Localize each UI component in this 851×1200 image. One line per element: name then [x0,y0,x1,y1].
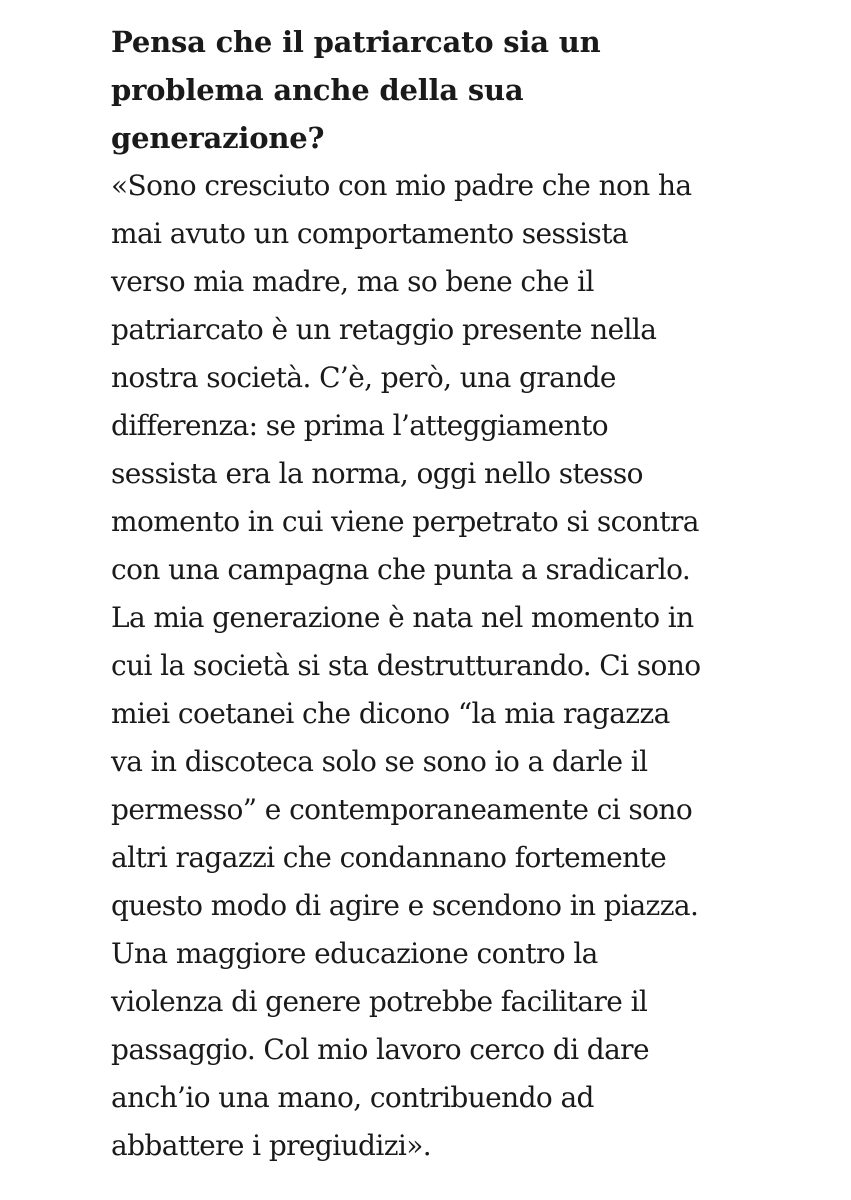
answer-line: Una maggiore educazione contro la [111,937,598,970]
answer-line: passaggio. Col mio lavoro cerco di dare [111,1033,649,1066]
answer-line: «Sono cresciuto con mio padre che non ha [111,169,692,202]
answer-line: anch’io una mano, contribuendo ad [111,1081,594,1114]
answer-line: nostra società. C’è, però, una grande [111,361,616,394]
answer-line: mai avuto un comportamento sessista [111,217,628,250]
article-body [111,18,831,1170]
answer-line: permesso” e contemporaneamente ci sono [111,793,693,826]
interview-question [111,18,831,162]
answer-line: patriarcato è un retaggio presente nella [111,313,657,346]
question-line: problema anche della sua [111,73,524,107]
answer-line: miei coetanei che dicono “la mia ragazza [111,697,670,730]
answer-line: violenza di genere potrebbe facilitare il [111,985,648,1018]
answer-line: sessista era la norma, oggi nello stesso [111,457,643,490]
answer-line: verso mia madre, ma so bene che il [111,265,594,298]
answer-line: cui la società si sta destrutturando. Ci sono [111,649,701,682]
answer-line: altri ragazzi che condannano fortemente [111,841,667,874]
interview-answer [111,162,831,1170]
answer-line: differenza: se prima l’atteggiamento [111,409,608,442]
answer-line: abbattere i pregiudizi». [111,1129,432,1162]
answer-line: La mia generazione è nata nel momento in [111,601,694,634]
answer-line: va in discoteca solo se sono io a darle il [111,745,648,778]
question-line: Pensa che il patriarcato sia un [111,25,601,59]
answer-line: questo modo di agire e scendono in piazza. [111,889,699,922]
answer-line: con una campagna che punta a sradicarlo. [111,553,691,586]
answer-line: momento in cui viene perpetrato si scontra [111,505,699,538]
question-line: generazione? [111,121,325,155]
